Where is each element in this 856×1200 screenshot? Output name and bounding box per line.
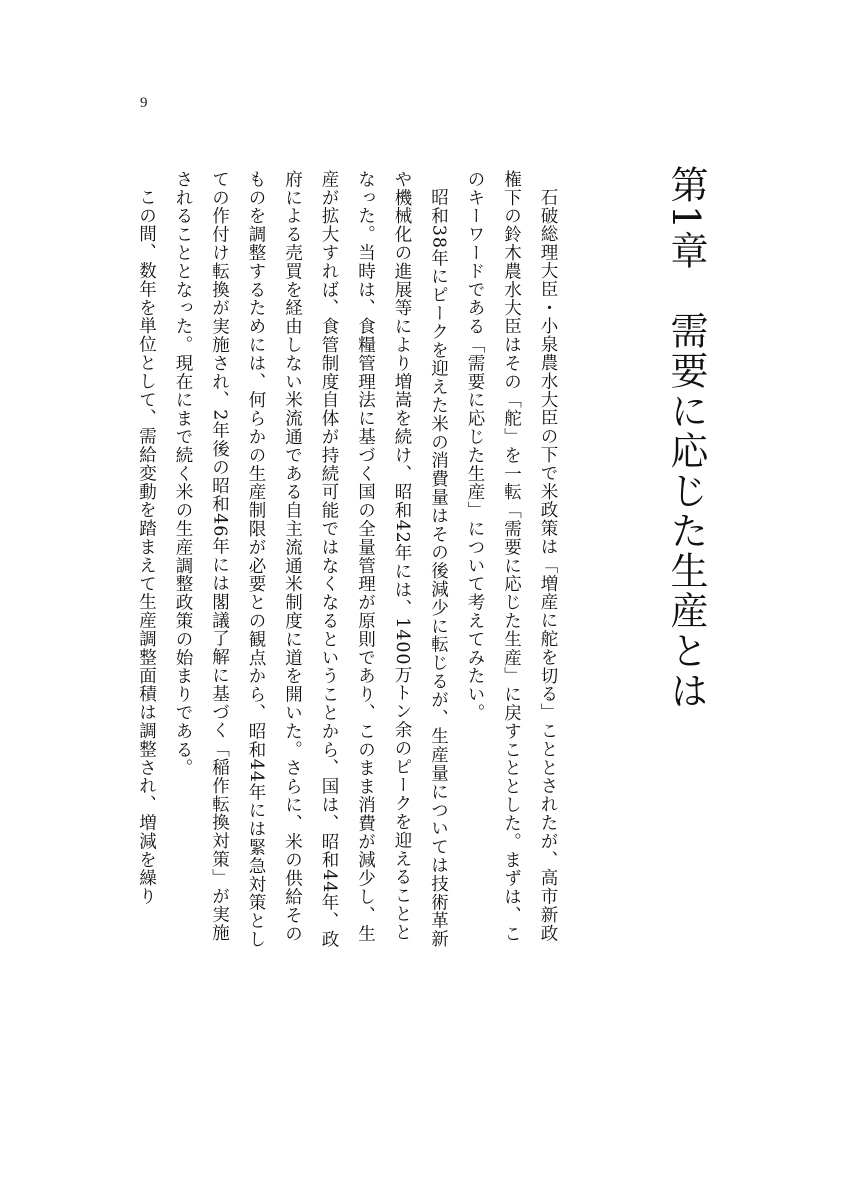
paragraph: この間、数年を単位として、需給変動を踏まえて生産調整面積は調整され、増減を繰り: [136, 187, 157, 906]
body-text: [128, 170, 566, 950]
paragraph: 石破総理大臣・小泉農水大臣の下で米政策は「増産に舵を切る」こととされたが、高市新政権下の鈴木農水大臣はその「舵」を一転「需要に応じた生産」に戻すこととした。まずは、このキーワードである「需要に応じた生産」について考えてみたい。: [465, 170, 558, 943]
chapter-title: 需要に応じた生産とは: [664, 311, 708, 712]
chapter-heading: [666, 165, 706, 711]
page-number: 9: [140, 95, 148, 111]
paragraph: 昭和38年にピークを迎えた米の消費量はその後減少に転じるが、生産量については技術革新や機械化の進展等により増嵩を続け、昭和42年には、1400万トン余のピークを迎えることとなった。当時は、食糧管理法に基づく国の全量管理が原則であり、このまま消費が減少し、生産が拡大すれば、食管制度自体が持続可能ではなくなるということから、国は、昭和44年、政府による売買を経由しない米流通である自主流通米制度に道を開いた。さらに、米の供給そのものを調整するためには、何らかの生産制限が必要との観点から、昭和44年には緊急対策としての作付け転換が実施され、2年後の昭和46年には閣議了解に基づく「稲作転換対策」が実施されることとなった。現在にまで続く米の生産調整政策の始まりである。: [173, 170, 449, 949]
chapter-label: 第1章: [664, 165, 708, 272]
